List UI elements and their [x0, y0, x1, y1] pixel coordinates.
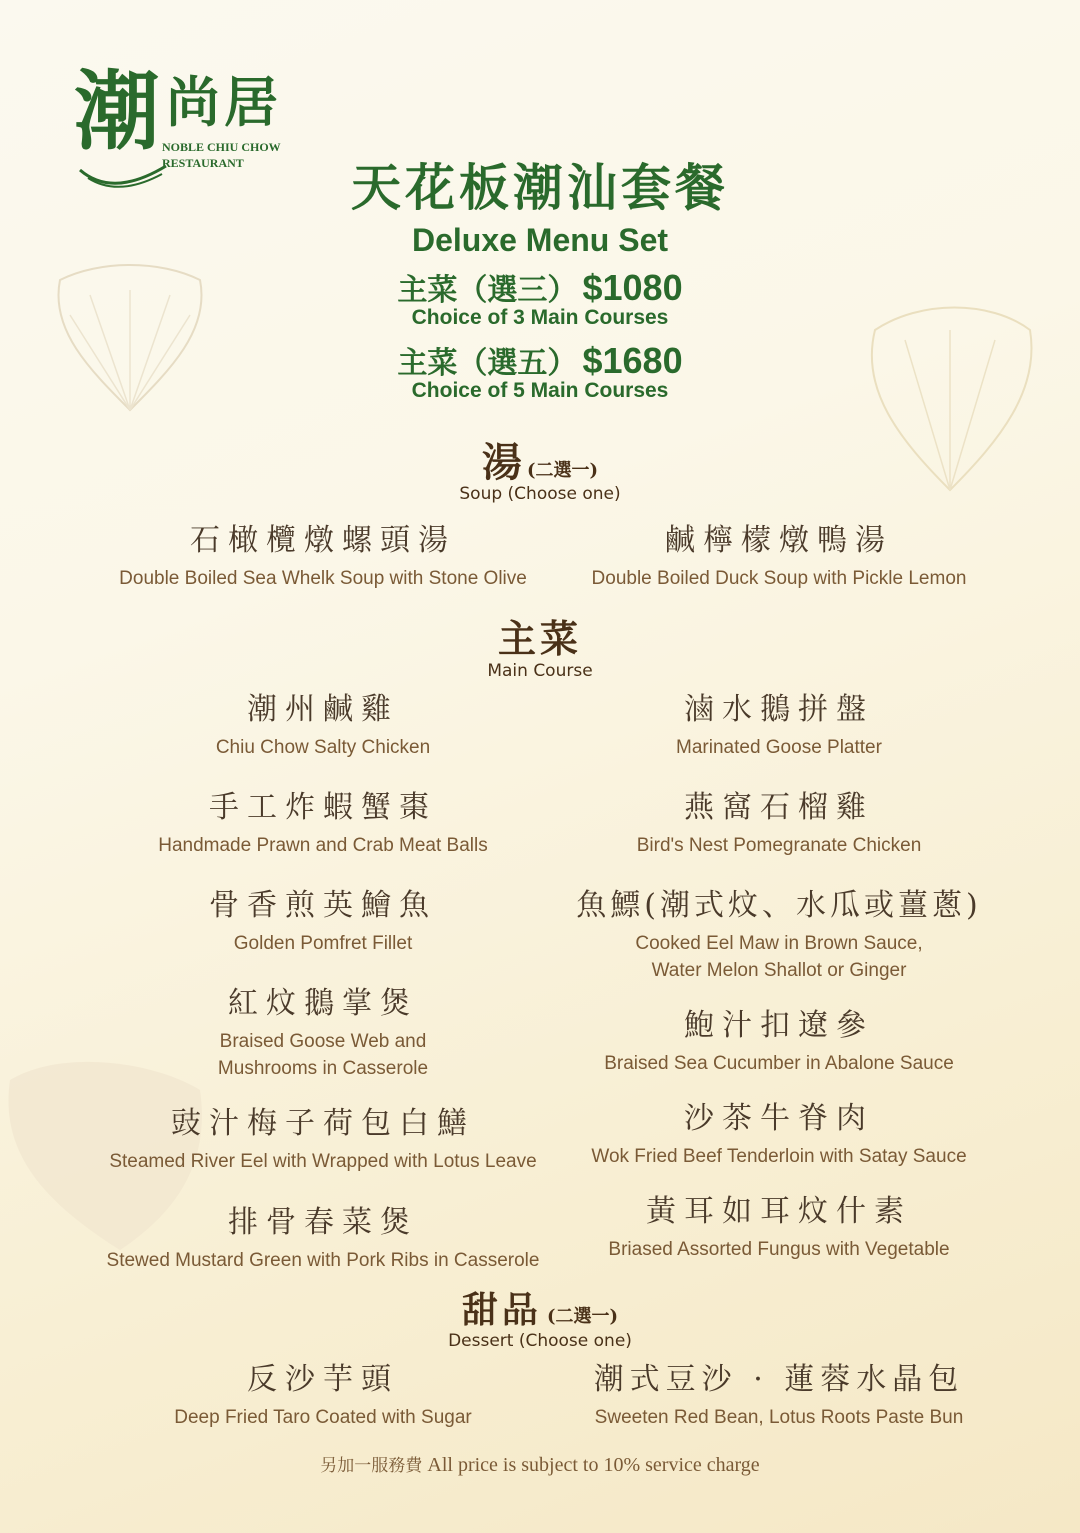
- soup-title-zh: 湯: [481, 439, 522, 486]
- dish-name-en: Steamed River Eel with Wrapped with Lotus Leave: [109, 1151, 537, 1172]
- main-title-en: Main Course: [487, 661, 593, 681]
- list-item: [80, 1354, 566, 1431]
- dish-name-zh: 排骨春菜煲: [228, 1205, 418, 1240]
- list-item: [560, 1000, 998, 1077]
- soup-title-en: Soup (Choose one): [459, 484, 621, 504]
- dish-name-en: Braised Goose Web and: [219, 1031, 427, 1052]
- price-option-2-zh: 主菜（選五）: [397, 346, 578, 381]
- list-item: [80, 684, 566, 761]
- dish-name-en: Deep Fried Taro Coated with Sugar: [174, 1407, 472, 1428]
- list-item: [80, 1197, 566, 1274]
- list-item: [80, 880, 566, 957]
- price-option-1-en: Choice of 3 Main Courses: [411, 306, 669, 329]
- dish-name-zh: 石橄欖燉螺頭湯: [190, 523, 456, 558]
- dish-name-zh: 潮州鹹雞: [247, 692, 399, 727]
- soup-title-note: (二選一): [527, 460, 599, 481]
- dish-name-en: Sweeten Red Bean, Lotus Roots Paste Bun: [594, 1407, 964, 1428]
- dish-name-en: Braised Sea Cucumber in Abalone Sauce: [604, 1053, 954, 1074]
- list-item: [560, 684, 998, 761]
- dish-name-zh: 潮式豆沙 · 蓮蓉水晶包: [593, 1362, 965, 1397]
- service-charge-note: [0, 1451, 1080, 1480]
- list-item: [80, 1098, 566, 1175]
- dessert-title-en: Dessert (Choose one): [448, 1331, 632, 1351]
- price-option-2-price: $1680: [582, 340, 683, 381]
- dish-name-zh: 手工炸蝦蟹棗: [209, 790, 437, 825]
- dish-name-zh: 豉汁梅子荷包白鱔: [171, 1106, 475, 1141]
- dish-name-en-line2: Water Melon Shallot or Ginger: [651, 960, 907, 981]
- price-option-2-en: Choice of 5 Main Courses: [411, 379, 669, 402]
- dessert-title-zh: 甜品: [461, 1289, 542, 1331]
- dish-name-en: Marinated Goose Platter: [676, 737, 882, 758]
- logo-name-en-1: NOBLE CHIU CHOW: [162, 140, 281, 154]
- dish-name-zh: 紅炆鵝掌煲: [228, 986, 418, 1021]
- service-charge-en: All price is subject to 10% service charge: [427, 1454, 760, 1476]
- price-option-1-zh: 主菜（選三）: [397, 273, 578, 308]
- dish-name-zh: 鹹檸檬燉鴨湯: [665, 523, 893, 558]
- dish-name-en: Bird's Nest Pomegranate Chicken: [636, 835, 922, 856]
- dish-name-en-line2: Mushrooms in Casserole: [217, 1058, 429, 1079]
- dish-name-zh: 反沙芋頭: [247, 1362, 399, 1397]
- main-title-zh: 主菜: [497, 616, 582, 661]
- dish-name-zh: 滷水鵝拼盤: [684, 692, 874, 727]
- dish-name-en: Briased Assorted Fungus with Vegetable: [608, 1239, 950, 1260]
- dish-name-en: Cooked Eel Maw in Brown Sauce,: [635, 933, 923, 954]
- list-item: [560, 1093, 998, 1170]
- dish-name-zh: 沙茶牛脊肉: [684, 1101, 874, 1136]
- dish-name-en: Double Boiled Sea Whelk Soup with Stone Olive: [119, 568, 527, 589]
- logo-char-3: 居: [224, 70, 278, 134]
- list-item: [80, 782, 566, 859]
- dish-name-en: Golden Pomfret Fillet: [233, 933, 413, 954]
- service-charge-zh: 另加一服務費: [320, 1456, 423, 1476]
- dish-name-en: Wok Fried Beef Tenderloin with Satay Sauce: [591, 1146, 967, 1167]
- list-item: [80, 515, 566, 592]
- list-item: [80, 978, 566, 1082]
- dish-name-en: Stewed Mustard Green with Pork Ribs in Casserole: [106, 1250, 540, 1271]
- dish-name-en: Double Boiled Duck Soup with Pickle Lemon: [591, 568, 967, 589]
- list-item: [560, 1186, 998, 1263]
- dish-name-zh: 燕窩石榴雞: [684, 790, 874, 825]
- dish-name-zh: 黃耳如耳炆什素: [646, 1194, 912, 1229]
- logo-char-main: 潮: [74, 61, 160, 162]
- list-item: [560, 782, 998, 859]
- logo-char-2: 尚: [166, 70, 220, 134]
- menu-title-zh: 天花板潮汕套餐: [351, 158, 729, 217]
- price-option-1-price: $1080: [582, 267, 683, 308]
- dessert-title-note: (二選一): [547, 1306, 619, 1327]
- dish-name-en: Chiu Chow Salty Chicken: [215, 737, 431, 758]
- list-item: [560, 880, 998, 984]
- list-item: [560, 1354, 998, 1431]
- dish-name-en: Handmade Prawn and Crab Meat Balls: [158, 835, 488, 856]
- list-item: [560, 515, 998, 592]
- dish-name-zh: 骨香煎英鱠魚: [209, 888, 437, 923]
- menu-title-en: Deluxe Menu Set: [411, 222, 669, 258]
- dish-name-zh: 鮑汁扣遼參: [684, 1008, 874, 1043]
- dish-name-zh: 魚鰾(潮式炆、水瓜或薑蔥): [576, 888, 982, 923]
- logo-name-en-2: RESTAURANT: [162, 156, 244, 170]
